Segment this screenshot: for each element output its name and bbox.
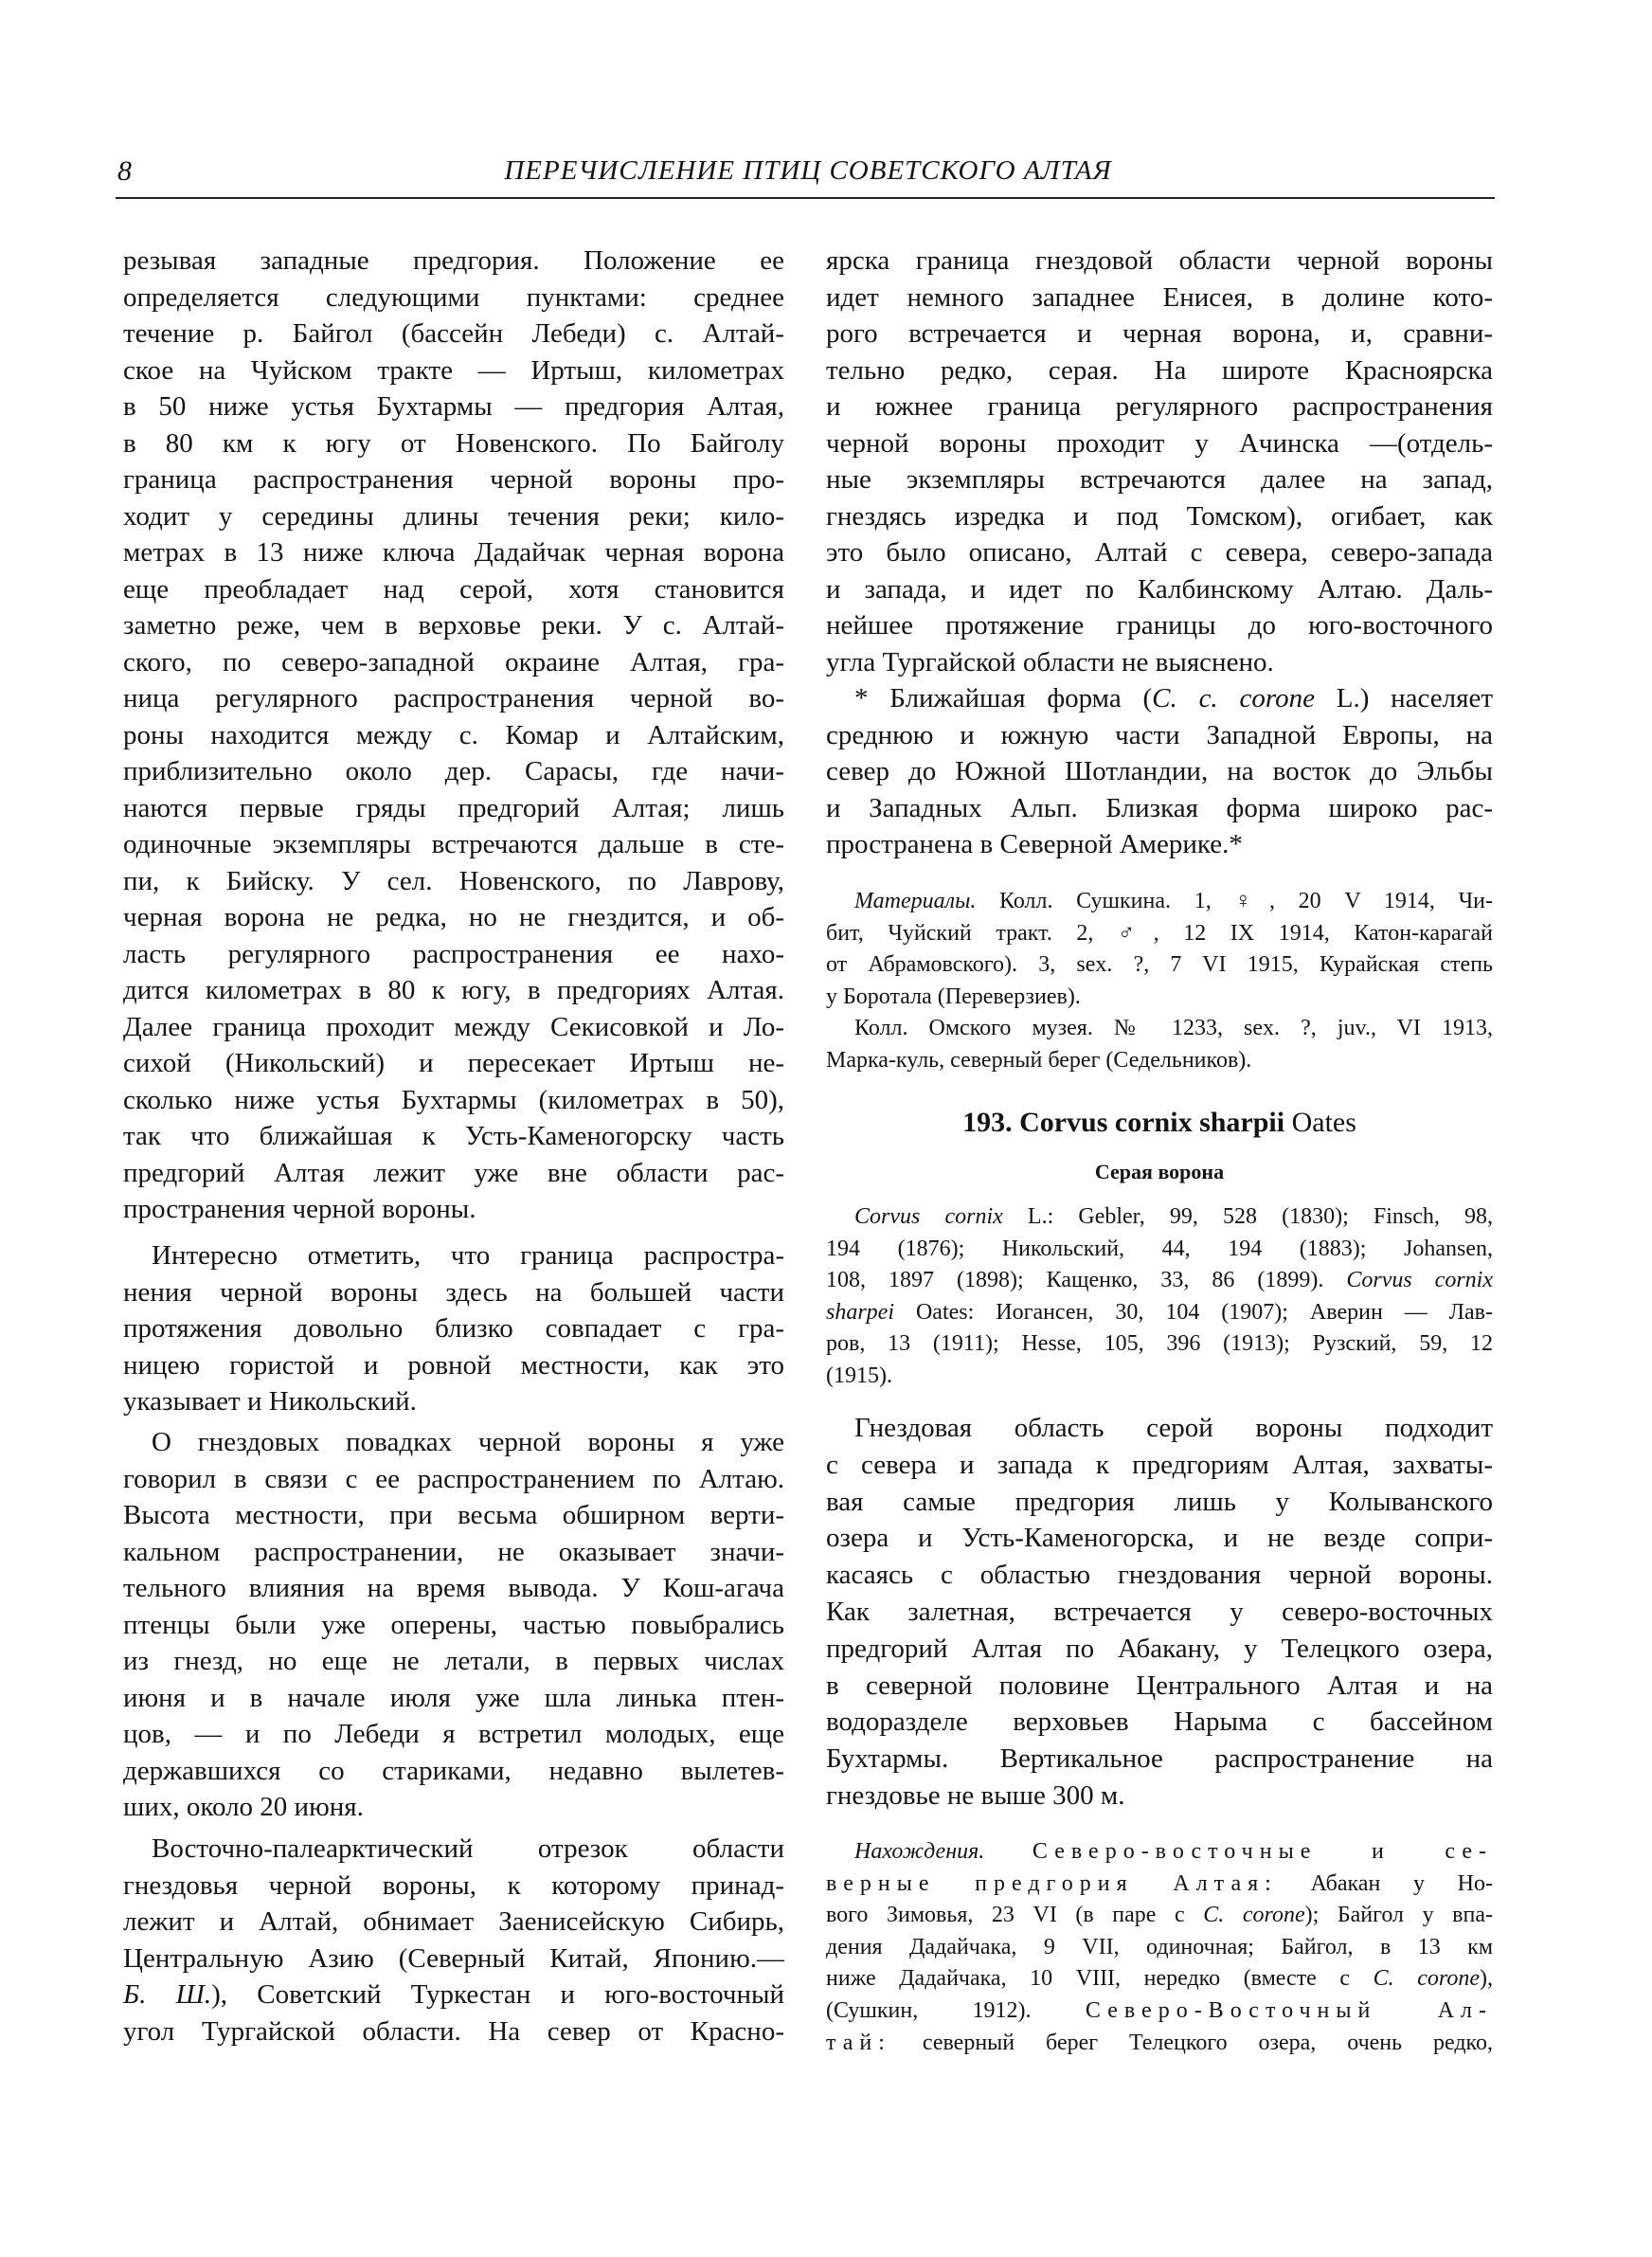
text-line: в 80 км к югу от Новенского. По Байголу	[123, 427, 784, 459]
text-line: протяжения довольно близко совпадает с гра-	[123, 1313, 784, 1344]
text-line	[826, 1995, 1493, 2028]
text-line: черной вороны проходит у Ачинска —(отдель-	[826, 427, 1493, 459]
text-line: ходит у середины длины течения реки; кило-	[123, 500, 784, 532]
text-line: роны находится между с. Комар и Алтайским,	[123, 719, 784, 750]
italic-text: C. c. corone	[1152, 683, 1315, 713]
text-line: течение р. Байгол (бассейн Лебеди) с. Алтай-	[123, 318, 784, 349]
text-line: ница регулярного распространения черной во-	[123, 683, 784, 713]
text-line	[826, 2028, 1493, 2060]
text-line: рого встречается и черная ворона, и, сравни-	[826, 318, 1493, 349]
text-line: ярска граница гнездовой области черной вороны	[826, 245, 1493, 276]
paragraph-range-continued	[826, 243, 1493, 680]
text-line: ское на Чуйском тракте — Иртыш, километрах	[123, 354, 784, 386]
text-line: говорил в связи с ее распространением по Алтаю.	[123, 1463, 784, 1494]
text-line: ные экземпляры встречаются далее на запад,	[826, 464, 1493, 495]
text-line: Высота местности, при весьма обширном верти-	[123, 1500, 784, 1530]
text-line: Как залетная, встречается у северо-восточных	[826, 1596, 1493, 1627]
text-line: предгорий Алтая по Абакану, у Телецкого озера,	[826, 1633, 1493, 1664]
text-line: еще преобладает над серой, хотя становится	[123, 573, 784, 605]
text-line: гнездясь изредка и под Томском), огибает, как	[826, 500, 1493, 532]
paragraph-black-crow-range	[123, 243, 784, 1228]
species-number: 193.	[962, 1107, 1013, 1138]
text-line: Далее граница проходит между Секисовкой и Ло-	[123, 1011, 784, 1042]
text-segment: * Ближайшая форма (	[854, 683, 1153, 713]
text-line: у Боротала (Переверзиев).	[826, 984, 1081, 1009]
paragraph-nearest-form-note	[826, 680, 1493, 863]
text-line: угол Тургайской области. На север от Красно-	[123, 2015, 784, 2047]
italic-text: C. corone	[1373, 1966, 1480, 1992]
text-line: с севера и запада к предгориям Алтая, захваты-	[826, 1449, 1493, 1480]
text-line: июня и в начале июля уже шла линька птен-	[123, 1682, 784, 1713]
text-line: так что ближайшая к Усть-Каменогорску часть	[123, 1121, 784, 1151]
paragraph-findings	[826, 1836, 1493, 2059]
text-line: предгорий Алтая лежит уже вне области рас-	[123, 1157, 784, 1188]
page-number: 8	[117, 155, 132, 187]
text-segment: L.) населяет	[1314, 683, 1494, 713]
text-line	[826, 1963, 1493, 1995]
text-line: пи, к Бийску. У сел. Новенского, по Лаврову,	[123, 865, 784, 896]
text-line	[123, 1977, 784, 2013]
text-line: сихой (Никольский) и пересекает Иртыш не-	[123, 1048, 784, 1078]
text-segment: (Сушкин, 1912).	[826, 1997, 1086, 2023]
text-line: (1915).	[826, 1363, 892, 1388]
text-line	[826, 1265, 1493, 1297]
text-line: приблизительно около дер. Сарасы, где начи-	[123, 756, 784, 786]
text-line: Бухтармы. Вертикальное распространение на	[826, 1743, 1493, 1775]
species-author: Oates	[1291, 1107, 1356, 1138]
text-line	[826, 1900, 1493, 1932]
text-line	[826, 1836, 1493, 1869]
text-line: Интересно отметить, что граница распростра-	[152, 1240, 784, 1271]
text-line: ницею гористой и ровной местности, как это	[123, 1349, 784, 1381]
header-rule	[116, 197, 1495, 199]
italic-text: C. corone	[1203, 1903, 1305, 1928]
text-segment: ниже Дадайчака, 10 VIII, нередко (вместе с	[826, 1966, 1374, 1992]
italic-text: sharpei	[826, 1299, 894, 1325]
text-line: водоразделе верховьев Нарыма с бассейном	[826, 1706, 1493, 1738]
text-line: определяется следующими пунктами: среднее	[123, 281, 784, 313]
text-line: ров, 13 (1911); Hesse, 105, 396 (1913); Рузский, 59, 12	[826, 1331, 1493, 1357]
running-title: ПЕРЕЧИСЛЕНИЕ ПТИЦ СОВЕТСКОГО АЛТАЯ	[504, 155, 1112, 186]
text-line: ших, около 20 июня.	[123, 1792, 364, 1822]
spaced-text: верные предгория Алтая:	[826, 1870, 1278, 1896]
text-line: в 50 ниже устья Бухтармы — предгория Алтая,	[123, 391, 784, 422]
text-segment: L.: Gebler, 99, 528 (1830); Finsch, 98,	[1002, 1204, 1493, 1229]
text-segment: ),	[1480, 1966, 1493, 1992]
text-line: пространения черной вороны.	[123, 1194, 476, 1224]
text-line: и Западных Альп. Близкая форма широко рас-	[826, 792, 1493, 823]
text-line: угла Тургайской области не выяснено.	[826, 646, 1274, 677]
italic-text: Corvus cornix	[1346, 1268, 1493, 1293]
text-line: Восточно-палеарктический отрезок области	[152, 1833, 784, 1864]
text-segment: Колл. Сушкина. 1, ♀, 20 V 1914, Чи-	[976, 889, 1493, 913]
text-line: указывает и Никольский.	[123, 1386, 417, 1417]
text-line: тельного влияния на время вывода. У Кош-агача	[123, 1573, 784, 1603]
text-line: Центральную Азию (Северный Китай, Японию.—	[123, 1942, 784, 1974]
text-line	[826, 886, 1493, 918]
text-line: пространена в Северной Америке.*	[826, 829, 1243, 859]
italic-text: Нахождения.	[854, 1839, 985, 1864]
text-line: бит, Чуйский тракт. 2, ♂, 12 IX 1914, Катон-карагай	[826, 920, 1493, 946]
spaced-text: тай:	[826, 2030, 891, 2055]
text-line: метрах в 13 ниже ключа Дадайчак черная ворона	[123, 537, 784, 568]
text-line: озера и Усть-Каменогорска, и не везде сопри-	[826, 1523, 1493, 1554]
text-line: среднюю и южную части Западной Европы, на	[826, 719, 1493, 750]
spaced-text: Северо-Восточный Ал-	[1085, 1997, 1493, 2023]
italic-text: Б. Ш.	[123, 1979, 212, 2010]
text-line: гнездовье не выше 300 м.	[826, 1779, 1125, 1811]
paragraph-palearctic-range	[123, 1831, 784, 2049]
text-line: ласть регулярного распространения ее нахо-	[123, 938, 784, 969]
italic-text: Corvus cornix	[854, 1204, 1003, 1229]
text-line: сколько ниже устья Бухтармы (километрах в 50),	[123, 1084, 784, 1115]
text-line: заметно реже, чем в верховье реки. У с. Алтай-	[123, 610, 784, 641]
text-line	[826, 1297, 1493, 1329]
text-line	[826, 1869, 1493, 1901]
paragraph-synonymy	[826, 1201, 1493, 1393]
text-line: 194 (1876); Никольский, 44, 194 (1883); Johansen,	[826, 1236, 1493, 1261]
text-segment: 108, 1897 (1898); Кащенко, 33, 86 (1899).	[826, 1268, 1347, 1293]
text-segment: Абакан у Но-	[1277, 1870, 1494, 1896]
text-line: нейшее протяжение границы до юго-восточного	[826, 610, 1493, 641]
text-line: цов, — и по Лебеди я встретил молодых, еще	[123, 1719, 784, 1749]
text-line: дится километрах в 80 к югу, в предгориях Алтая.	[123, 975, 784, 1005]
text-line: из гнезд, но еще не летали, в первых числах	[123, 1646, 784, 1676]
text-segment: северный берег Телецкого озера, очень редко,	[890, 2030, 1493, 2055]
text-line: граница распространения черной вороны про-	[123, 464, 784, 495]
text-line: от Абрамовского). 3, sex. ?, 7 VI 1915, Курайская степь	[826, 952, 1493, 978]
text-line: тельно редко, серая. На широте Красноярска	[826, 354, 1493, 386]
text-segment: Oates: Иогансен, 30, 104 (1907); Аверин — Лав-	[894, 1299, 1493, 1325]
text-line: идет немного западнее Енисея, в долине кото-	[826, 281, 1493, 313]
text-line: нения черной вороны здесь на большей части	[123, 1276, 784, 1308]
text-line: наются первые гряды предгорий Алтая; лишь	[123, 792, 784, 823]
text-line: Колл. Омского музея. № 1233, sex. ?, juv., VI 1913,	[854, 1016, 1493, 1040]
text-line	[826, 1201, 1493, 1234]
text-line: вая самые предгория лишь у Колыванского	[826, 1486, 1493, 1517]
species-name: Corvus cornix sharpii	[1019, 1107, 1285, 1138]
text-line: дения Дадайчака, 9 VII, одиночная; Байгол, в 13 км	[826, 1934, 1493, 1959]
text-line: птенцы были уже оперены, частью повыбрались	[123, 1609, 784, 1640]
text-line: О гнездовых повадках черной вороны я уже	[152, 1427, 784, 1457]
text-segment: вого Зимовья, 23 VI (в паре с	[826, 1903, 1204, 1928]
paragraph-boundary-note	[123, 1237, 784, 1420]
text-line: лежит и Алтай, обнимает Заенисейскую Сибирь,	[123, 1906, 784, 1937]
text-line: в северной половине Центрального Алтая и на	[826, 1670, 1493, 1701]
paragraph-omsk-collection	[826, 1013, 1493, 1076]
text-line: север до Южной Шотландии, на восток до Эльбы	[826, 756, 1493, 786]
text-line: резывая западные предгория. Положение ее	[123, 245, 784, 276]
text-line: одиночные экземпляры встречаются дальше в сте-	[123, 829, 784, 859]
species-heading	[826, 1107, 1493, 1139]
text-segment: ); Байгол у впа-	[1304, 1903, 1493, 1928]
paragraph-nesting-habits	[123, 1424, 784, 1826]
text-line: державшихся со стариками, недавно вылетев-	[123, 1755, 784, 1786]
text-line: и запада, и идет по Калбинскому Алтаю. Даль-	[826, 573, 1493, 605]
paragraph-grey-crow-range	[826, 1410, 1493, 1815]
text-line: это было описано, Алтай с севера, северо-запада	[826, 537, 1493, 568]
text-line	[826, 680, 1493, 717]
text-line: ского, по северо-западной окраине Алтая, гра-	[123, 646, 784, 677]
text-line: Марка-куль, северный берег (Седельников).	[826, 1047, 1252, 1073]
text-line: Гнездовая область серой вороны подходит	[854, 1413, 1493, 1443]
italic-text: Материалы.	[854, 889, 977, 913]
spaced-text: Северо-восточные и се-	[1032, 1839, 1494, 1864]
text-line: кальном распространении, не оказывает значи-	[123, 1536, 784, 1567]
text-line: черная ворона не редка, но не гнездится, и об-	[123, 902, 784, 932]
text-line: и южнее граница регулярного распространения	[826, 391, 1493, 422]
species-common-name: Серая ворона	[1094, 1160, 1225, 1183]
text-line: касаясь с областью гнездования черной вороны.	[826, 1560, 1493, 1591]
text-segment: ), Советский Туркестан и юго-восточный	[211, 1979, 784, 2010]
paragraph-materials	[826, 886, 1493, 1013]
text-segment	[984, 1839, 1032, 1864]
text-line: гнездовья черной вороны, к которому принад-	[123, 1869, 784, 1901]
